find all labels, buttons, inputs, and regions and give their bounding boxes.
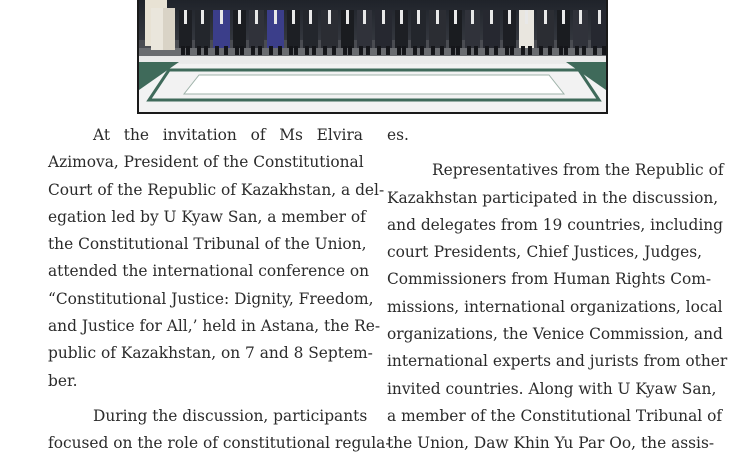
group-photo-illustration xyxy=(139,0,606,112)
text-line: Representatives from the Republic of xyxy=(432,161,724,180)
text-line: a member of the Constitutional Tribunal of xyxy=(387,406,723,425)
text-line: missions, international organizations, local xyxy=(387,297,723,316)
text-line: At the invitation of Ms Elvira xyxy=(93,126,363,144)
paragraph-invitation xyxy=(48,122,385,395)
text-line: Kazakhstan participated in the discussion, xyxy=(387,188,719,207)
text-line: During the discussion, participants xyxy=(93,406,368,425)
text-line: ber. xyxy=(48,371,78,390)
text-line: court Presidents, Chief Justices, Judges, xyxy=(387,243,702,262)
paragraph-representatives xyxy=(387,157,728,457)
text-line: the Constitutional Tribunal of the Union, xyxy=(48,235,367,254)
text-line-carryover: es. xyxy=(387,126,409,144)
text-line: international experts and jurists from other xyxy=(387,352,728,371)
text-line: organizations, the Venice Commission, and xyxy=(387,325,723,344)
text-line: egation led by U Kyaw San, a member of xyxy=(48,207,366,226)
text-line: invited countries. Along with U Kyaw San, xyxy=(387,379,717,398)
text-line: “Constitutional Justice: Dignity, Freedom, xyxy=(48,289,374,308)
text-line: and Justice for All,’ held in Astana, the Re- xyxy=(48,317,381,336)
paragraph-discussion xyxy=(48,403,391,458)
text-line: Commissioners from Human Rights Com- xyxy=(387,270,712,289)
text-line: public of Kazakhstan, on 7 and 8 Septem- xyxy=(48,344,373,363)
left-column xyxy=(48,122,391,458)
right-column xyxy=(387,122,728,458)
text-line: focused on the role of constitutional regula- xyxy=(48,434,391,453)
text-line: Azimova, President of the Constitutional xyxy=(48,153,364,172)
group-photo xyxy=(137,0,608,114)
text-line: the Union, Daw Khin Yu Par Oo, the assis- xyxy=(387,434,715,453)
text-line: attended the international conference on xyxy=(48,262,369,281)
text-line: and delegates from 19 countries, including xyxy=(387,215,724,234)
text-line: Court of the Republic of Kazakhstan, a del- xyxy=(48,180,385,199)
